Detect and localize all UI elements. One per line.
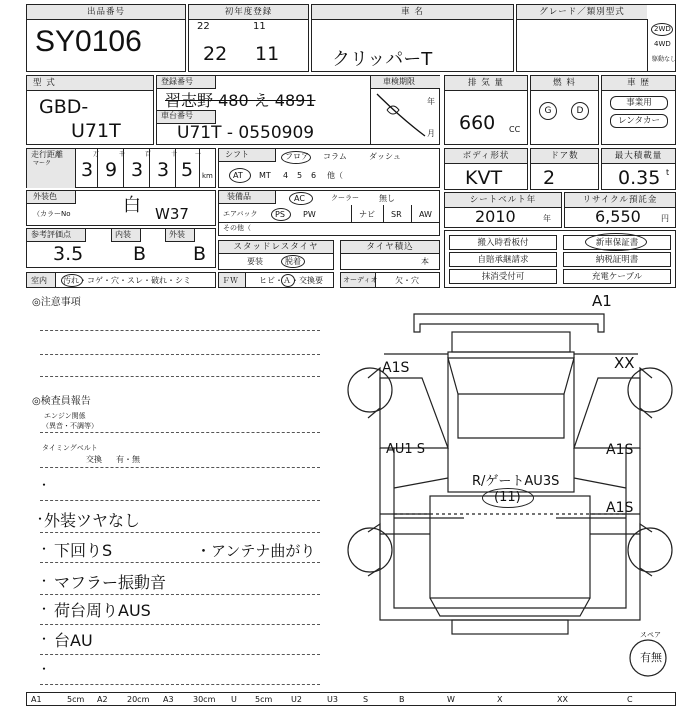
mark-tailgate: R/ゲートAU3S bbox=[472, 474, 560, 489]
legend-9: U3 bbox=[327, 695, 338, 704]
shift-5: 5 bbox=[297, 171, 303, 180]
legend-0: A1 bbox=[31, 695, 42, 704]
history-label: 車 歴 bbox=[602, 76, 675, 91]
mileage-digit-3: 3 bbox=[131, 159, 144, 181]
belt-exchange: 交換 bbox=[86, 455, 102, 464]
color-code: W37 bbox=[155, 205, 189, 223]
belt-label: タイミングベルト bbox=[42, 444, 98, 452]
mark-xx: XX bbox=[614, 354, 635, 372]
doors-value: 2 bbox=[543, 167, 556, 189]
legend-6: U bbox=[231, 695, 237, 704]
drive-2wd: 2WD bbox=[654, 25, 671, 33]
tire-load-unit: 本 bbox=[421, 257, 429, 266]
equip-none: 無し bbox=[379, 194, 395, 203]
room-dirt-circle bbox=[61, 274, 83, 287]
recycle-box bbox=[564, 192, 676, 228]
fuel-g-option: G bbox=[539, 102, 557, 120]
mark-a1-top: A1 bbox=[592, 292, 612, 310]
capacity-label: 最大積載量 bbox=[602, 149, 675, 164]
first-reg-month: 11 bbox=[255, 43, 280, 65]
seatbelt-year: 2010 bbox=[475, 207, 516, 226]
equip-airbag: エアバック bbox=[223, 210, 258, 218]
capacity-value: 0.35 bbox=[618, 167, 661, 189]
note-bullet-2: ・ bbox=[38, 542, 51, 556]
legend-5: 30cm bbox=[193, 695, 216, 704]
note-bullet-empty: ・ bbox=[38, 478, 51, 492]
equip-cooler: クーラー bbox=[331, 194, 359, 202]
lot-label: 出品番号 bbox=[27, 5, 185, 20]
mileage-unit-sen: 千 bbox=[119, 151, 126, 158]
lot-number: SY0106 bbox=[35, 25, 142, 58]
doc-warranty: 新車保証書 bbox=[563, 235, 671, 250]
shift-4: 4 bbox=[283, 171, 289, 180]
reg-no-struck: 習志野 480 え 4891 bbox=[165, 91, 316, 110]
mileage-digit-4: 3 bbox=[157, 159, 170, 181]
legend-1: 5cm bbox=[67, 695, 85, 704]
model-line1: GBD- bbox=[39, 96, 89, 118]
mileage-box bbox=[26, 148, 216, 188]
doc-warranty-circle bbox=[585, 233, 647, 251]
car-name: クリッパーT bbox=[332, 49, 433, 70]
tailgate-count-circle bbox=[482, 488, 534, 508]
legend-8: U2 bbox=[291, 695, 302, 704]
documents-box bbox=[444, 230, 676, 288]
fuel-box bbox=[530, 75, 599, 145]
note-bullet-3: ・ bbox=[38, 574, 51, 588]
equip-sr: SR bbox=[391, 210, 402, 219]
tire-load-box bbox=[340, 240, 440, 270]
footer-legend bbox=[26, 692, 676, 706]
seatbelt-unit: 年 bbox=[543, 214, 551, 223]
shift-dash: ダッシュ bbox=[369, 152, 401, 161]
note-line-1: 外装ツヤなし bbox=[44, 511, 141, 530]
room-label: 室内 bbox=[31, 276, 47, 285]
note-bullet-5: ・ bbox=[38, 632, 51, 646]
doors-label: ドア数 bbox=[531, 149, 598, 164]
grade-label: グレード／類別型式 bbox=[517, 5, 647, 20]
studless-label: スタッドレスタイヤ bbox=[219, 241, 333, 254]
legend-3: 20cm bbox=[127, 695, 150, 704]
equip-ac: AC bbox=[294, 194, 305, 203]
recycle-unit: 円 bbox=[661, 214, 669, 223]
doors-box bbox=[530, 148, 599, 190]
mileage-km-unit: km bbox=[202, 172, 213, 180]
doc-deregister: 抹消受付可 bbox=[449, 269, 557, 284]
car-name-box bbox=[311, 4, 514, 72]
legend-11: B bbox=[399, 695, 405, 704]
first-reg-print-year: 22 bbox=[197, 21, 210, 32]
history-box bbox=[601, 75, 676, 145]
legend-2: A2 bbox=[97, 695, 108, 704]
audio-options: 欠・穴 bbox=[395, 276, 419, 285]
mark-a1s-left-front: A1S bbox=[382, 360, 410, 376]
chassis-label: 車台番号 bbox=[161, 111, 193, 120]
equipment-box bbox=[218, 190, 440, 236]
inspection-label: 車検期限 bbox=[383, 77, 415, 86]
audio-label: オーディオ bbox=[343, 276, 378, 284]
interior-score: B bbox=[133, 243, 147, 265]
mileage-unit-ichi: 一 bbox=[195, 151, 202, 158]
room-options: 汚れ・コゲ・穴・スレ・破れ・シミ bbox=[63, 276, 191, 285]
mileage-unit-man: 万 bbox=[93, 151, 100, 158]
shift-other: 他（ bbox=[327, 171, 343, 180]
seatbelt-label: シートベルト年 bbox=[445, 193, 561, 208]
displacement-label: 排 気 量 bbox=[445, 76, 527, 91]
mileage-label: 走行距離 bbox=[31, 150, 63, 159]
mileage-unit-hyaku: 百 bbox=[145, 151, 152, 158]
reg-no-label: 登録番号 bbox=[161, 77, 193, 86]
mark-au1s-left: AU1 S bbox=[386, 442, 426, 457]
body-label: ボディ形状 bbox=[445, 149, 527, 164]
recycle-amount: 6,550 bbox=[595, 207, 641, 226]
equip-aw: AW bbox=[419, 210, 432, 219]
fuel-label: 燃 料 bbox=[531, 76, 598, 91]
fw-options: ヒビ・Ａ・交換要 bbox=[259, 276, 323, 285]
legend-10: S bbox=[363, 695, 369, 704]
shift-mt: MT bbox=[259, 171, 271, 180]
displacement-value: 660 bbox=[459, 112, 496, 134]
studless-box bbox=[218, 240, 334, 270]
legend-13: X bbox=[497, 695, 503, 704]
note-side: ・アンテナ曲がり bbox=[196, 542, 316, 560]
engine-label-2: （異音・不調等） bbox=[42, 422, 98, 430]
fw-label: ＦＷ bbox=[222, 276, 238, 285]
ref-score-value: 3.5 bbox=[53, 243, 84, 265]
drive-none: 駆動なし bbox=[652, 56, 677, 63]
car-name-label: 車 名 bbox=[312, 5, 513, 20]
exterior-score: B bbox=[193, 243, 207, 265]
engine-label-1: エンジン関係 bbox=[44, 412, 86, 420]
registration-box bbox=[156, 75, 440, 145]
color-value: 白 bbox=[123, 195, 141, 216]
shift-floor: フロア bbox=[285, 152, 309, 161]
exterior-label: 外装 bbox=[169, 230, 185, 239]
model-box bbox=[26, 75, 154, 145]
doc-tax: 納税証明書 bbox=[563, 252, 671, 267]
audio-box bbox=[340, 272, 440, 288]
color-label: 外装色 bbox=[33, 192, 57, 201]
spare-label: スペア bbox=[640, 631, 661, 639]
doc-charge-cable: 充電ケーブル bbox=[563, 269, 671, 284]
fw-a-circle bbox=[281, 274, 295, 287]
legend-14: XX bbox=[557, 695, 568, 704]
model-label: 型 式 bbox=[27, 76, 153, 91]
doc-insurance: 自賠承継請求 bbox=[449, 252, 557, 267]
spare-options: 有無 bbox=[640, 651, 662, 664]
studless-mount: 要装 bbox=[247, 257, 263, 266]
mileage-digit-2: 9 bbox=[105, 159, 118, 181]
report-title: ◎検査員報告 bbox=[32, 396, 91, 407]
doc-signboard: 搬入時看板付 bbox=[449, 235, 557, 250]
first-registration-box bbox=[188, 4, 309, 72]
score-box bbox=[26, 228, 216, 268]
mark-a1s-right-mid: A1S bbox=[606, 442, 634, 458]
belt-options: 有・無 bbox=[116, 455, 140, 464]
color-box bbox=[26, 190, 216, 226]
mileage-sublabel: マーク bbox=[33, 160, 52, 167]
color-sublabel: （カラーNo bbox=[33, 210, 71, 218]
mark-tailgate-count: (11) bbox=[494, 490, 521, 505]
studless-remove: 脱着 bbox=[285, 257, 301, 266]
first-reg-year: 22 bbox=[203, 43, 228, 65]
inspection-year-unit: 年 bbox=[427, 97, 435, 106]
lot-number-box bbox=[26, 4, 186, 72]
fuel-d-option: D bbox=[571, 102, 589, 120]
seatbelt-box bbox=[444, 192, 562, 228]
note-line-2: 下回りS bbox=[54, 541, 113, 560]
legend-4: A3 bbox=[163, 695, 174, 704]
drive-4wd: 4WD bbox=[654, 40, 671, 48]
shift-box bbox=[218, 148, 440, 188]
interior-label: 内装 bbox=[115, 230, 131, 239]
recycle-label: リサイクル預託金 bbox=[565, 193, 675, 208]
shift-label: シフト bbox=[225, 150, 249, 159]
displacement-box bbox=[444, 75, 528, 145]
history-rental: レンタカー bbox=[610, 114, 668, 128]
note-line-5: 台AU bbox=[54, 631, 93, 650]
history-business: 事業用 bbox=[610, 96, 668, 110]
equip-pw: PW bbox=[303, 210, 316, 219]
grade-box bbox=[516, 4, 676, 72]
legend-12: W bbox=[447, 695, 455, 704]
capacity-unit: t bbox=[666, 168, 670, 177]
legend-15: C bbox=[627, 695, 633, 704]
inspection-month-unit: 月 bbox=[427, 129, 435, 138]
mileage-unit-juu: 十 bbox=[171, 151, 178, 158]
shift-column: コラム bbox=[323, 152, 347, 161]
note-line-4: 荷台周りAUS bbox=[54, 601, 151, 620]
caution-title: ◎注意事項 bbox=[32, 297, 81, 308]
ref-score-label: 参考評価点 bbox=[31, 230, 71, 239]
mileage-digit-1: 3 bbox=[81, 159, 94, 181]
first-reg-print-month: 11 bbox=[253, 21, 266, 32]
body-value: KVT bbox=[465, 167, 503, 189]
inspection-strike bbox=[373, 90, 433, 140]
fw-box bbox=[218, 272, 334, 288]
note-bullet-4: ・ bbox=[38, 602, 51, 616]
shift-at: AT bbox=[233, 171, 243, 180]
mark-a1s-right-rear: A1S bbox=[606, 500, 634, 516]
equip-label: 装備品 bbox=[227, 192, 251, 201]
displacement-unit: CC bbox=[509, 125, 521, 134]
equip-navi: ナビ bbox=[359, 210, 375, 219]
equip-ps: PS bbox=[275, 210, 285, 219]
tire-load-label: タイヤ積込 bbox=[341, 241, 439, 254]
first-reg-label: 初年度登録 bbox=[189, 5, 308, 20]
shift-6: 6 bbox=[311, 171, 317, 180]
chassis-no: U71T - 0550909 bbox=[177, 123, 315, 143]
note-line-3: マフラー振動音 bbox=[54, 573, 167, 592]
room-box bbox=[26, 272, 216, 288]
model-line2: U71T bbox=[71, 120, 121, 142]
note-bullet-1: ・ bbox=[34, 512, 47, 526]
capacity-box bbox=[601, 148, 676, 190]
body-box bbox=[444, 148, 528, 190]
equip-other: その他（ bbox=[223, 224, 251, 232]
legend-7: 5cm bbox=[255, 695, 273, 704]
mileage-digit-5: 5 bbox=[181, 159, 194, 181]
note-bullet-6: ・ bbox=[38, 662, 51, 676]
